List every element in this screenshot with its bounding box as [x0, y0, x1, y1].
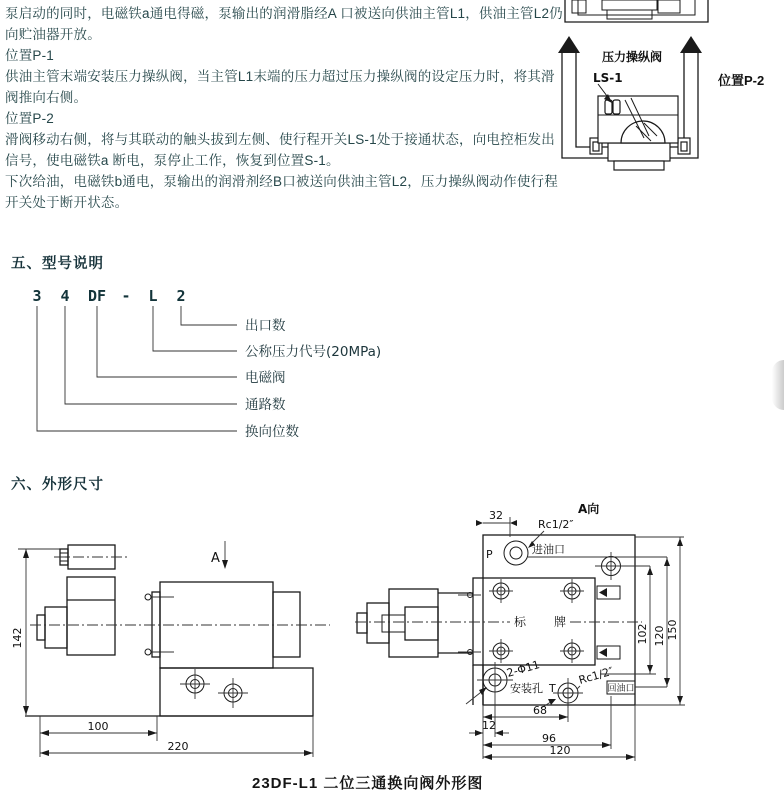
figure-caption: 23DF-L1 二位三通换向阀外形图 — [252, 775, 484, 792]
ls1-label: LS-1 — [593, 71, 623, 85]
dim-100 — [40, 716, 157, 757]
port-t-label: T — [549, 682, 556, 695]
section-6-heading: 六、外形尺寸 — [11, 477, 104, 493]
model-code-3: 3 — [32, 287, 42, 305]
inlet-label: 进油口 — [532, 543, 565, 556]
intro-line: 下次给油，电磁铁b通电，泵输出的润滑剂经B口被送向供油主管L2，压力操纵阀动作使行程 — [5, 174, 558, 189]
inlet-port-p — [486, 518, 667, 565]
model-code-df: DF — [87, 287, 107, 305]
view-a-letter: A — [211, 551, 220, 566]
valve-title: 压力操纵阀 — [602, 50, 663, 64]
intro-line: 位置P-1 — [5, 48, 55, 63]
mount-hole-label: 安装孔 — [510, 682, 543, 695]
model-code-2: 2 — [176, 287, 186, 305]
section-5-heading: 五、型号说明 — [11, 256, 104, 272]
callout-positions: 换向位数 — [245, 424, 299, 440]
dim-12-label: 12 — [482, 719, 496, 732]
dim-68-label: 68 — [533, 704, 547, 717]
model-code-4: 4 — [60, 287, 70, 305]
model-number-diagram — [25, 283, 425, 448]
return-port-label: 回油口 — [607, 684, 635, 694]
dim-150 — [635, 537, 685, 705]
top-right-port — [595, 552, 650, 580]
dim-32 — [476, 509, 517, 537]
dim-102-label: 102 — [636, 623, 649, 645]
dim-220-label: 220 — [167, 740, 189, 753]
nameplate-label: 标 牌 — [513, 615, 575, 629]
dim-32-label: 32 — [489, 509, 503, 522]
dim-120h-label: 120 — [549, 744, 571, 757]
thread-top-label: Rc1/2″ — [538, 518, 574, 531]
port-p-label: P — [486, 548, 493, 561]
intro-line: 供油主管末端安装压力操纵阀，当主管L1末端的压力超过压力操纵阀的设定压力时，将其滑 — [5, 69, 555, 84]
callout-passages: 通路数 — [245, 397, 286, 413]
dim-100-label: 100 — [87, 720, 109, 733]
callout-lines — [37, 306, 237, 431]
dim-150-label: 150 — [666, 619, 679, 641]
dim-96-label: 96 — [542, 732, 556, 745]
floating-button-fragment[interactable] — [772, 360, 784, 410]
dim-102 — [600, 566, 656, 674]
position-p1-diagram-fragment — [550, 0, 720, 28]
top-view-drawing — [352, 500, 696, 766]
intro-line: 向贮油器开放。 — [5, 27, 101, 42]
view-a-arrow — [211, 541, 228, 569]
return-port-t — [541, 665, 667, 708]
hole-spec-label: 2-Φ11 — [505, 658, 542, 680]
intro-line: 开关处于断开状态。 — [5, 195, 129, 210]
dim-220 — [40, 716, 313, 757]
intro-line: 信号，使电磁铁a 断电，泵停止工作，恢复到位置S-1。 — [5, 153, 340, 168]
position-p2-label: 位置P-2 — [718, 73, 765, 88]
dim-120v-label: 120 — [653, 625, 666, 647]
valve-outline — [25, 545, 330, 716]
dim-142-label: 142 — [11, 627, 24, 649]
base-holes — [180, 669, 248, 708]
intro-line: 位置P-2 — [5, 111, 55, 126]
valve-assembly — [590, 96, 690, 170]
intro-line: 泵启动的同时，电磁铁a通电得磁，泵输出的润滑脂经A 口被送向供油主管L1，供油主管L2仍 — [5, 6, 563, 21]
a-view-label: A向 — [578, 502, 600, 516]
callout-outlets: 出口数 — [245, 318, 286, 334]
model-code-l: L — [148, 287, 158, 305]
callout-solenoid: 电磁阀 — [245, 370, 286, 386]
position-p2-diagram — [552, 30, 716, 166]
intro-line: 阀推向右侧。 — [5, 90, 88, 105]
model-code-dash: - — [121, 287, 131, 305]
callout-pressure-code: 公称压力代号(20MPa) — [245, 344, 382, 360]
intro-paragraphs — [5, 3, 605, 213]
front-view-drawing — [8, 535, 348, 767]
intro-line: 滑阀移动右侧，将与其联动的触头拔到左侧、使行程开关LS-1处于接通状态，向电控柜发出 — [5, 132, 555, 147]
thread-bottom-label: Rc1/2″ — [577, 664, 615, 687]
